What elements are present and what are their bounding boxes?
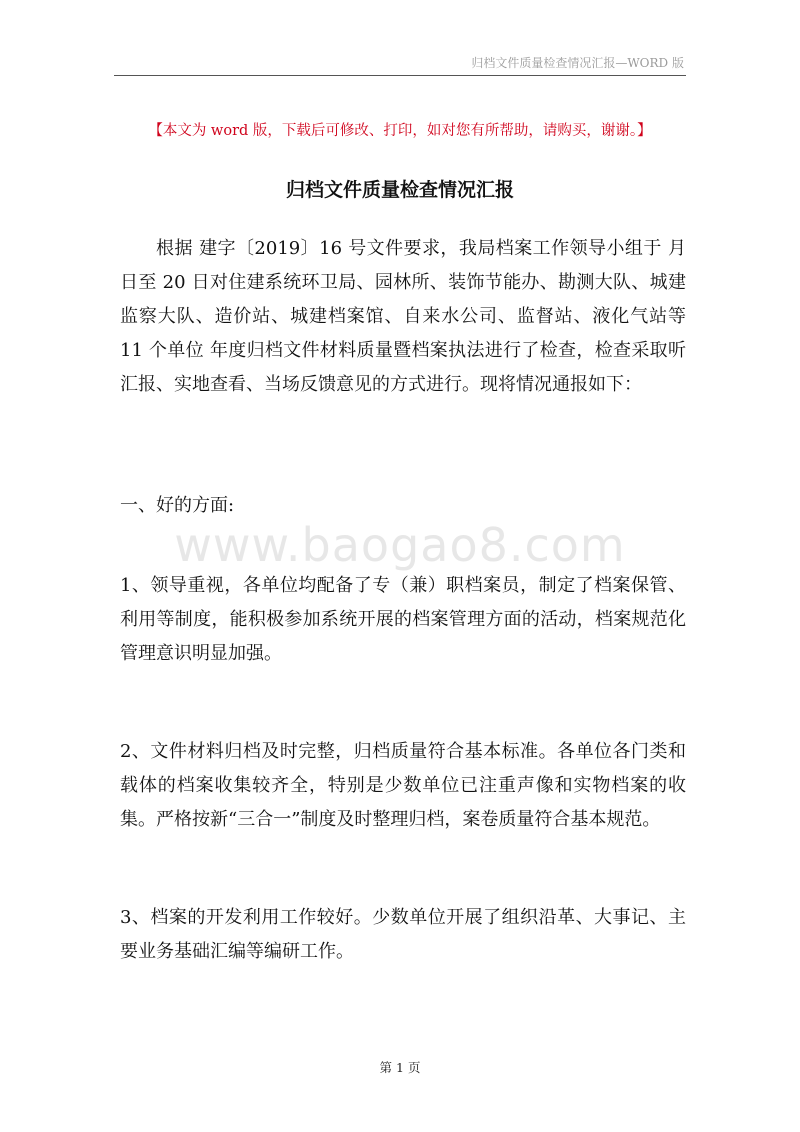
page-number: 第 1 页 (379, 1060, 421, 1075)
running-header: 归档文件质量检查情况汇报—WORD 版 (471, 56, 684, 70)
list-item-1: 1、领导重视，各单位均配备了专（兼）职档案员，制定了档案保管、利用等制度，能积极参加系统开展的档案管理方面的活动，档案规范化管理意识明显加强。 (120, 575, 686, 664)
header-divider (114, 75, 686, 76)
purchase-notice: 【本文为 word 版，下载后可修改、打印，如对您有所帮助，请购买，谢谢。】 (148, 123, 652, 139)
document-title: 归档文件质量检查情况汇报 (285, 179, 514, 201)
section-heading: 一、好的方面: (120, 495, 235, 516)
list-item-2: 2、文件材料归档及时完整，归档质量符合基本标准。各单位各门类和载体的档案收集较齐全，特别是少数单位已注重声像和实物档案的收集。严格按新“三合一”制度及时整理归档，案卷质量符合基本规范。 (120, 741, 686, 830)
intro-paragraph: 根据 建字〔2019〕16 号文件要求，我局档案工作领导小组于 月日至 20 日对住建系统环卫局、园林所、装饰节能办、勘测大队、城建监察大队、造价站、城建档案馆、自来水公司、监督站、液化气站等 11 个单位 年度归档文件材料质量暨档案执法进行了检查，检查采取听汇报、实地查看、当场反馈意见的方式进行。现将情况通报如下： (120, 238, 686, 395)
site-watermark: www.baogao8.com (174, 518, 626, 572)
list-item-3: 3、档案的开发利用工作较好。少数单位开展了组织沿革、大事记、主要业务基础汇编等编研工作。 (120, 907, 686, 962)
